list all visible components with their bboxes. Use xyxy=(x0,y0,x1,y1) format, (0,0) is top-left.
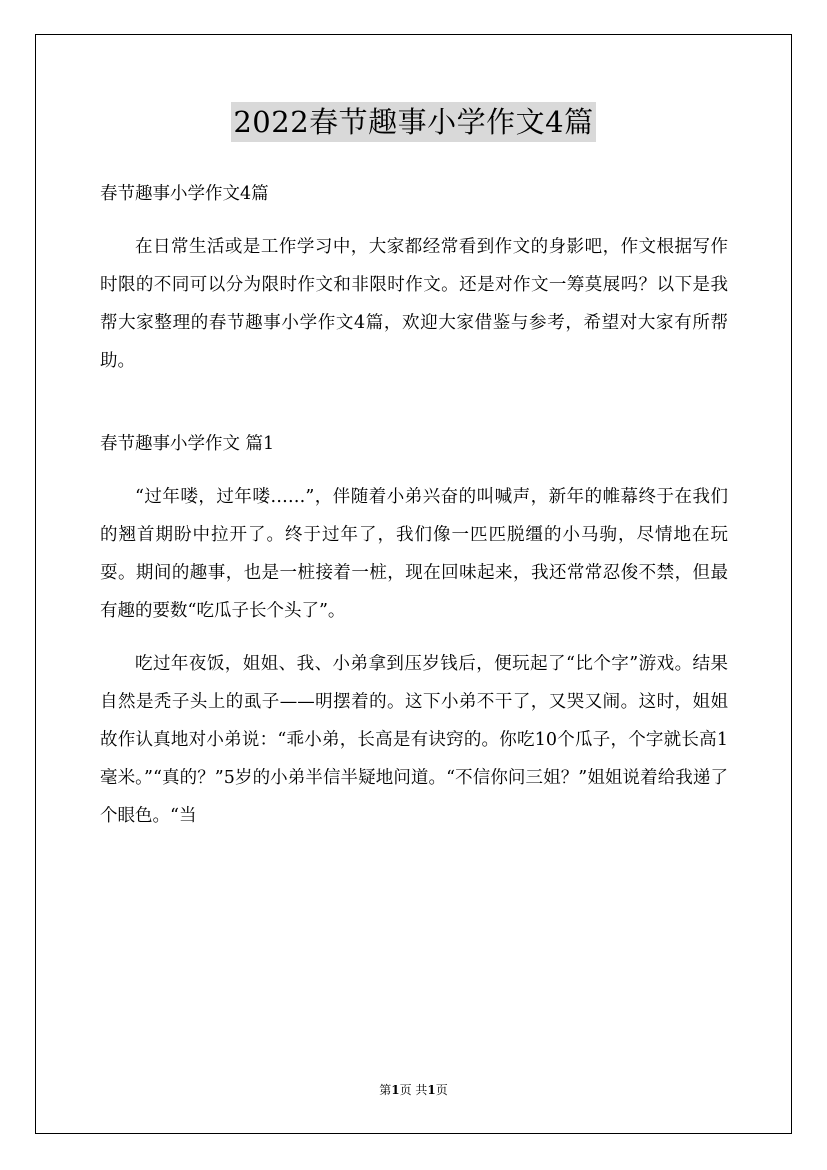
document-title: 2022春节趣事小学作文4篇 xyxy=(231,102,595,142)
page-footer xyxy=(0,1082,827,1098)
paragraph-spacer xyxy=(100,630,728,645)
document-subtitle: 春节趣事小学作文4篇 xyxy=(100,184,269,204)
page-label-suffix: 页 xyxy=(435,1083,448,1097)
document-body xyxy=(100,175,728,835)
section-spacer xyxy=(100,380,728,425)
page-label-mid: 页 共 xyxy=(399,1083,428,1097)
page-total-number: 1 xyxy=(427,1083,436,1097)
body-paragraph: 吃过年夜饭，姐姐、我、小弟拿到压岁钱后，便玩起了“比个字”游戏。结果自然是秃子头上的虱子——明摆着的。这下小弟不干了，又哭又闹。这时，姐姐故作认真地对小弟说：“乖小弟，长高是有诀窍的。你吃10个瓜子，个字就长高1毫米。”“真的？”5岁的小弟半信半疑地问道。“不信你问三姐？”姐姐说着给我递了个眼色。“当 xyxy=(100,654,728,826)
page-label-prefix: 第 xyxy=(379,1083,392,1097)
body-paragraph: “过年喽，过年喽……”，伴随着小弟兴奋的叫喊声，新年的帷幕终于在我们的翘首期盼中拉开了。终于过年了，我们像一匹匹脱缰的小马驹，尽情地在玩耍。期间的趣事，也是一桩接着一桩，现在回味起来，我还常常忍俊不禁，但最有趣的要数“吃瓜子长个头了”。 xyxy=(100,487,728,621)
page-current-number: 1 xyxy=(391,1083,400,1097)
intro-paragraph: 在日常生活或是工作学习中，大家都经常看到作文的身影吧，作文根据写作时限的不同可以分为限时作文和非限时作文。还是对作文一筹莫展吗？以下是我帮大家整理的春节趣事小学作文4篇，欢迎大家借鉴与参考，希望对大家有所帮助。 xyxy=(100,237,728,371)
title-container xyxy=(0,102,827,142)
section-heading: 春节趣事小学作文 篇1 xyxy=(100,434,275,454)
